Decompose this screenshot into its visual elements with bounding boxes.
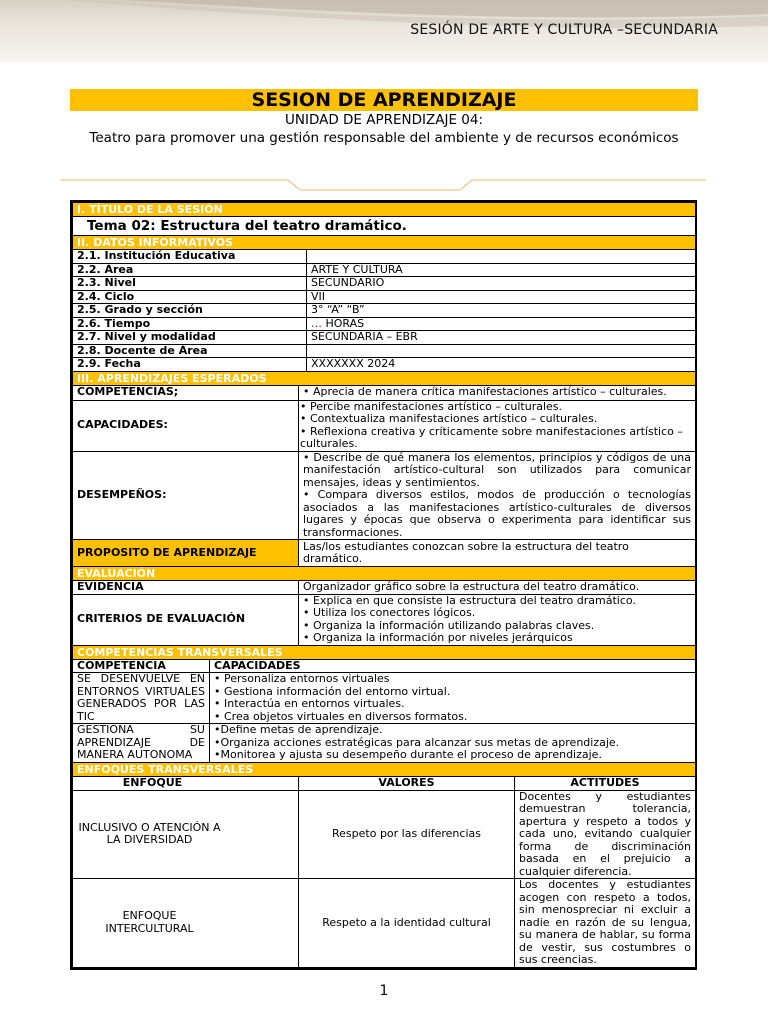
column-header-enfoque: ENFOQUE (73, 777, 299, 791)
list-item: •Monitorea y ajusta su desempeño durante el proceso de aprendizaje. (214, 748, 602, 762)
tiempo-placeholder: … (311, 316, 322, 330)
competencias-label: COMPETENCIAS; (73, 385, 299, 400)
capacidades-list (299, 400, 696, 451)
document-title: SESION DE APRENDIZAJE (70, 89, 698, 111)
section-enfoques-transversales: ENFOQUES TRANSVERSALES (73, 763, 696, 777)
desempenos-label: DESEMPEÑOS: (73, 451, 299, 540)
enfoque-cell (73, 879, 299, 968)
evidencia-value: Organizador gráfico sobre la estructura del teatro dramático. (299, 581, 696, 595)
section-datos: II. DATOS INFORMATIVOS (73, 236, 696, 250)
list-item: •Organiza acciones estratégicas para alcanzar sus metas de aprendizaje. (214, 735, 620, 749)
list-item: • Contextualiza manifestaciones artístico – culturales. (300, 412, 598, 425)
column-header-actitudes: ACTITUDES (515, 777, 696, 791)
list-item: • Describe de qué manera los elementos, principios y códigos de una manifestación artístico-cultural son utilizados para comunicar mensajes, ideas y sentimientos. (303, 450, 692, 489)
datos-value (307, 250, 696, 264)
list-item: • Interactúa en entornos virtuales. (214, 697, 405, 710)
desempenos-list (299, 451, 696, 540)
list-item: • Compara diversos estilos, modos de producción o tecnologías asociados a las manifestaciones artístico-culturales de diversos lugares y épocas que observa o experimenta para identificar sus transformaciones. (303, 488, 692, 539)
capacidades-cell (210, 724, 696, 763)
datos-value (307, 344, 696, 358)
actitudes-cell: Docentes y estudiantes demuestran tolerancia, apertura y respeto a todos y cada uno, evitando cualquier forma de discriminación basada en el prejuicio a cualquier diferencia. (515, 790, 696, 879)
datos-value: 3° “A” “B” (307, 304, 696, 318)
list-item: •Define metas de aprendizaje. (214, 723, 383, 737)
page-number: 1 (379, 983, 389, 999)
tiempo-unit: HORAS (322, 316, 365, 330)
column-header-competencia: COMPETENCIA (73, 659, 210, 673)
datos-value: ARTE Y CULTURA (307, 263, 696, 277)
capacidades-cell (210, 673, 696, 724)
proposito-label: PROPOSITO DE APRENDIZAJE (73, 540, 299, 567)
column-header-valores: VALORES (299, 777, 515, 791)
datos-value: XXXXXXX 2024 (307, 358, 696, 372)
page-header-band (0, 0, 768, 62)
enfoque-cell (73, 790, 299, 879)
proposito-value: Las/los estudiantes conozcan sobre la estructura del teatro dramático. (299, 540, 696, 567)
datos-label: 2.5. Grado y sección (73, 304, 307, 318)
datos-value: SECUNDARIA – EBR (307, 331, 696, 345)
datos-label: 2.4. Ciclo (73, 290, 307, 304)
datos-label: 2.3. Nivel (73, 277, 307, 291)
criterios-list (299, 594, 696, 645)
valores-cell: Respeto por las diferencias (299, 790, 515, 879)
list-item: • Personaliza entornos virtuales (214, 672, 390, 685)
criterios-label: CRITERIOS DE EVALUACIÓN (73, 594, 299, 645)
session-topic: Tema 02: Estructura del teatro dramático. (73, 217, 696, 236)
datos-label: 2.2. Área (73, 263, 307, 277)
datos-label: 2.6. Tiempo (73, 317, 307, 331)
competencia-cell: GESTIONA SU APRENDIZAJE DE MANERA AUTONOMA (73, 724, 210, 763)
datos-value (307, 317, 696, 331)
list-item: • Reflexiona creativa y críticamente sobre manifestaciones artístico – culturales. (300, 424, 683, 450)
enfoque-text: ENFOQUE INTERCULTURAL (105, 909, 194, 935)
unidad-tema: Teatro para promover una gestión responsable del ambiente y de recursos económicos (89, 130, 679, 146)
datos-value: SECUNDARIO (307, 277, 696, 291)
competencia-cell: SE DESENVUELVE EN ENTORNOS VIRTUALES GENERADOS POR LAS TIC (73, 673, 210, 724)
datos-label: 2.1. Institución Educativa (73, 250, 307, 264)
list-item: • Organiza la información utilizando palabras claves. (303, 618, 595, 632)
list-item: • Utiliza los conectores lógicos. (303, 606, 476, 619)
section-evaluacion: EVALUACIÓN (73, 567, 696, 581)
decorative-divider (60, 176, 710, 192)
datos-value: VII (307, 290, 696, 304)
list-item: • Organiza la información por niveles jerárquicos (303, 631, 573, 644)
datos-label: 2.8. Docente de Área (73, 344, 307, 358)
valores-cell: Respeto a la identidad cultural (299, 879, 515, 968)
unidad-label: UNIDAD DE APRENDIZAJE 04: (284, 112, 484, 128)
list-item: • Explica en que consiste la estructura del teatro dramático. (303, 593, 636, 607)
column-header-capacidades: CAPACIDADES (210, 659, 696, 673)
session-table (70, 200, 697, 970)
header-title: SESIÓN DE ARTE Y CULTURA –SECUNDARIA (410, 22, 718, 38)
section-competencias-transversales: COMPETENCIAS TRANSVERSALES (73, 645, 696, 659)
section-titulo: I. TÍTULO DE LA SESIÓN (73, 203, 696, 217)
evidencia-label: EVIDENCIA (73, 581, 299, 595)
enfoque-text: INCLUSIVO O ATENCIÓN A LA DIVERSIDAD (78, 820, 221, 847)
competencias-value: • Aprecia de manera crítica manifestaciones artístico – culturales. (299, 385, 696, 400)
actitudes-cell: Los docentes y estudiantes acogen con respeto a todos, sin menospreciar ni excluir a nadie en razón de su lengua, su manera de hablar, su forma de vestir, sus costumbres o sus creencias. (515, 879, 696, 968)
datos-label: 2.9. Fecha (73, 358, 307, 372)
list-item: • Gestiona información del entorno virtual. (214, 684, 451, 698)
list-item: • Percibe manifestaciones artístico – culturales. (300, 399, 563, 413)
section-aprendizajes: III. APRENDIZAJES ESPERADOS (73, 371, 696, 385)
datos-label: 2.7. Nivel y modalidad (73, 331, 307, 345)
capacidades-label: CAPACIDADES: (73, 400, 299, 451)
list-item: • Crea objetos virtuales en diversos formatos. (214, 709, 468, 723)
